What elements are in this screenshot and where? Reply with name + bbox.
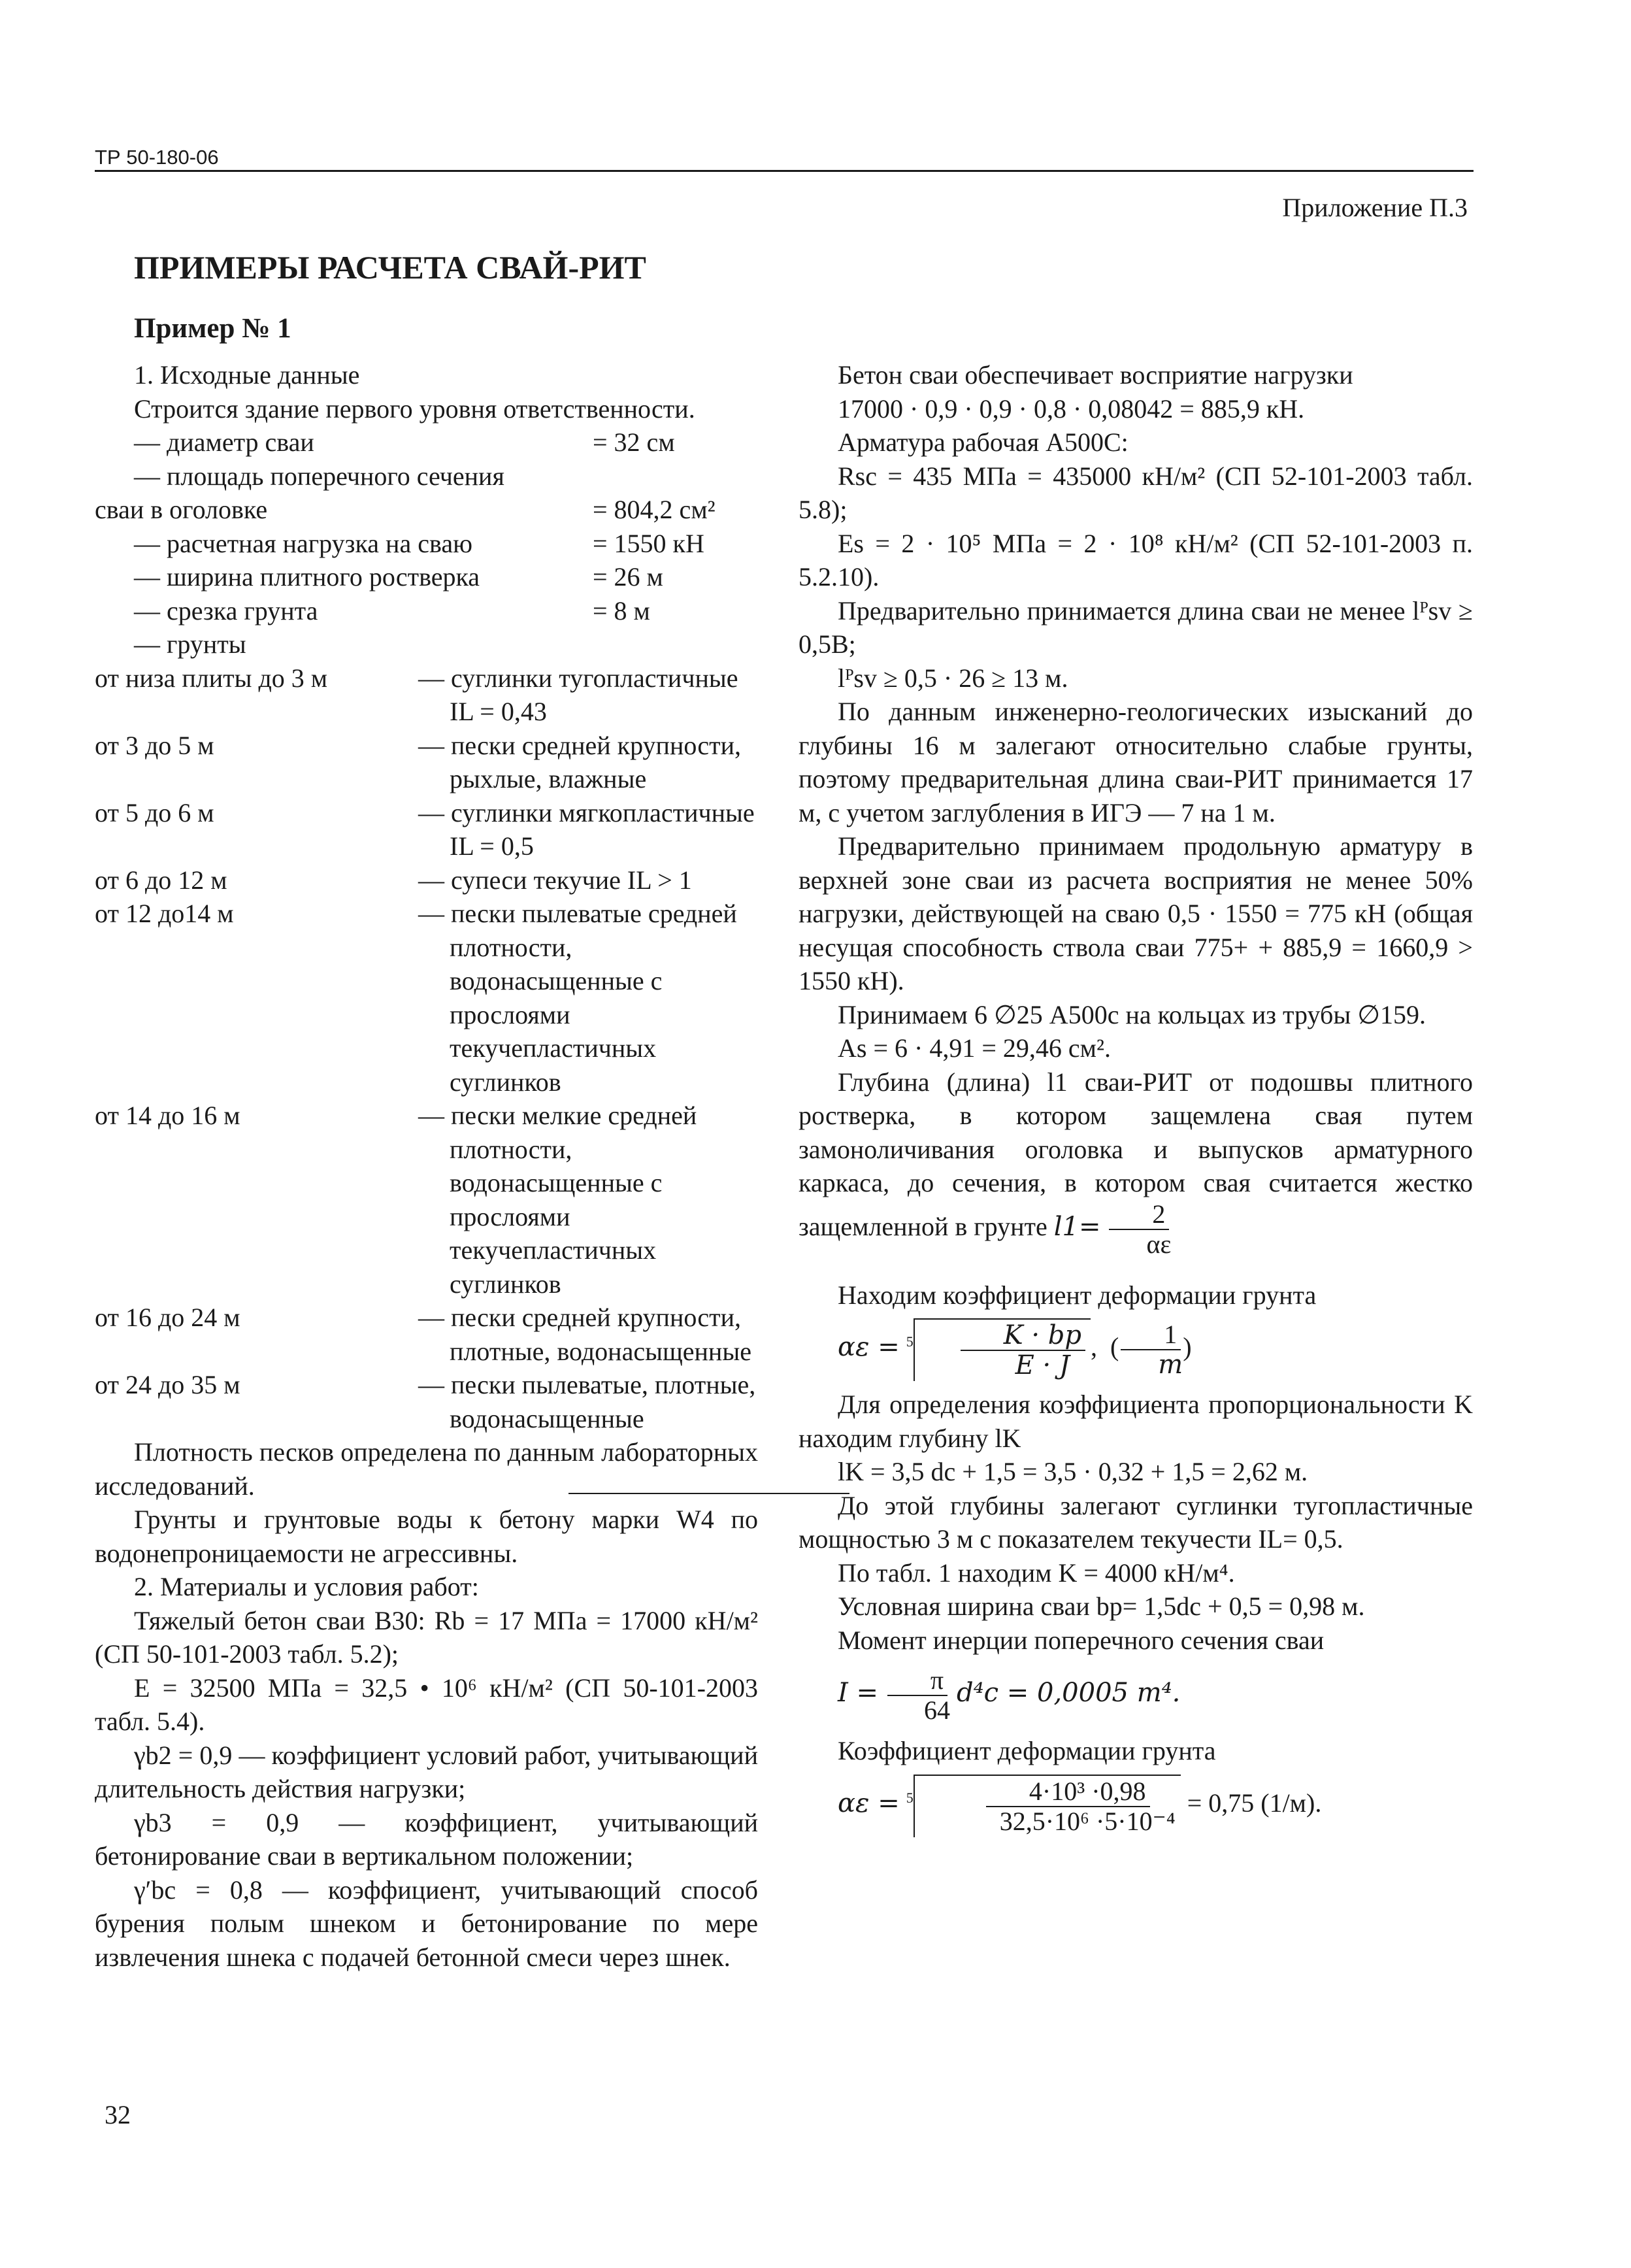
paragraph-reinforcement: Предварительно принимаем продольную арматуру в верхней зоне сваи из расчета восприятия не менее 50% нагрузки, действующей на сваю 0,5 · 1550 = 775 кН (общая несущая способность ствола сваи 775+ + 885,9 = 1660,9 > 1550 кН). — [799, 831, 1473, 995]
paragraph-loam: До этой глубины залегают суглинки тугопластичные мощностью 3 м с показателем текучести IL= 0,5. — [799, 1490, 1473, 1554]
paragraph-soil-coef: Коэффициент деформации грунта — [838, 1736, 1216, 1765]
soil-row: от 24 до 35 м — пески пылеватые, плотные, водонасыщенные — [95, 1370, 756, 1433]
page-title: ПРИМЕРЫ РАСЧЕТА СВАЙ-РИТ — [134, 249, 646, 286]
section-heading-initial-data: 1. Исходные данные — [134, 360, 360, 390]
paragraph-groundwater: Грунты и грунтовые воды к бетону марки W4 по водонепроницаемости не агрессивны. — [95, 1505, 758, 1568]
paragraph-modulus: E = 32500 МПа = 32,5 • 10⁶ кН/м² (СП 50-101-2003 табл. 5.4). — [95, 1673, 758, 1736]
right-column — [799, 358, 1473, 1844]
soil-row: от 14 до 16 м — пески мелкие средней плотности, водонасыщенные с прослоями текучепластичных суглинков — [95, 1101, 697, 1299]
equation-as: As = 6 · 4,91 = 29,46 см². — [838, 1033, 1111, 1063]
paragraph-rebar: Арматура рабочая А500С: — [838, 427, 1129, 457]
formula-alpha-value: αε = $^5$ $\frac{\text{4·10³ ·0,98}}{\text{32,5·10⁶ ·5·10⁻⁴}}$ = 0,75 (1/м). — [799, 1768, 1473, 1844]
parameters-list — [95, 425, 758, 661]
paragraph-pile-length: Предварительно принимается длина сваи не менее lᴾsv ≥ 0,5B; — [799, 595, 1473, 659]
section-heading-materials: 2. Материалы и условия работ: — [134, 1572, 479, 1601]
example-heading: Пример № 1 — [134, 313, 291, 344]
paragraph-rsc: Rsc = 435 МПа = 435000 кН/м² (СП 52-101-2003 табл. 5.8); — [799, 461, 1473, 524]
soil-row: от низа плиты до 3 м — суглинки тугопластичные IL = 0,43 — [95, 663, 738, 726]
page-number: 32 — [105, 2100, 131, 2129]
paragraph-accept-bars: Принимаем 6 ∅25 А500с на кольцах из трубы ∅159. — [838, 999, 1426, 1029]
soil-row: от 3 до 5 м — пески средней крупности, рыхлые, влажные — [95, 730, 742, 793]
param-row: — срезка грунта = 8 м — [134, 595, 650, 625]
param-row: — площадь поперечного сечения — [134, 461, 504, 491]
soil-row: от 16 до 24 м — пески средней крупности, плотные, водонасыщенные — [95, 1303, 751, 1366]
param-row: — диаметр сваи = 32 см — [134, 427, 675, 457]
param-row: — расчетная нагрузка на сваю = 1550 кН — [134, 528, 704, 558]
paragraph-gamma-b3: γb3 = 0,9 — коэффициент, учитывающий бетонирование сваи в вертикальном положении; — [95, 1807, 758, 1871]
paragraph-load-capacity: Бетон сваи обеспечивает восприятие нагрузки — [838, 360, 1353, 390]
paragraph-k-value: По табл. 1 находим K = 4000 кН/м⁴. — [838, 1558, 1235, 1588]
paragraph-deformation-coef: Находим коэффициент деформации грунта — [838, 1280, 1317, 1310]
soil-row: от 6 до 12 м — супеси текучие IL > 1 — [95, 865, 692, 895]
root-sign: $\frac{\text{4·10³ ·0,98}}{\text{32,5·10⁶ ·5·10⁻⁴}}$ — [914, 1775, 1181, 1837]
running-header — [95, 145, 1474, 172]
equation-pile-length: lᴾsv ≥ 0,5 · 26 ≥ 13 м. — [838, 663, 1068, 693]
soil-row: от 5 до 6 м — суглинки мягкопластичные IL = 0,5 — [95, 797, 755, 861]
root-sign: $\frac{K \cdot bp}{E \cdot J}$ — [914, 1318, 1091, 1381]
soil-layers-list — [95, 661, 758, 1436]
paragraph-sand-density: Плотность песков определена по данным лабораторных исследований. — [95, 1437, 758, 1501]
paragraph-survey: По данным инженерно-геологических изысканий до глубины 16 м залегают относительно слабые грунты, поэтому предварительная длина сваи-РИТ принимается 17 м, с учетом заглубления в ИГЭ — 7 на 1 м. — [799, 697, 1473, 827]
paragraph-proportionality: Для определения коэффициента пропорциональности K находим глубину lK — [799, 1390, 1473, 1453]
param-row: — ширина плитного ростверка = 26 м — [134, 562, 663, 592]
connector-line — [568, 1493, 849, 1494]
equation-lk: lK = 3,5 dc + 1,5 = 3,5 · 0,32 + 1,5 = 2,62 м. — [838, 1457, 1308, 1486]
paragraph-es: Es = 2 · 10⁵ МПа = 2 · 10⁸ кН/м² (СП 52-101-2003 п. 5.2.10). — [799, 528, 1473, 592]
paragraph-concrete: Тяжелый бетон сваи В30: Rb = 17 МПа = 17000 кН/м² (СП 50-101-2003 табл. 5.2); — [95, 1605, 758, 1669]
left-column — [95, 358, 758, 1974]
formula-alpha: αε = $^5$ $\frac{K \cdot bp}{E \cdot J}$ , ( $\frac{1}{m}$ ) — [838, 1320, 1192, 1380]
appendix-label: Приложение П.3 — [1282, 193, 1468, 222]
paragraph-building: Строится здание первого уровня ответственности. — [134, 393, 695, 424]
formula-inertia: I = $\frac{\pi}{64}$ d⁴c = 0,0005 m⁴. — [838, 1665, 1181, 1725]
doc-code: ТР 50-180-06 — [95, 146, 219, 169]
fraction-l1: $\frac{2}{\alpha\varepsilon}$ — [1108, 1200, 1172, 1259]
paragraph-gamma-b2: γb2 = 0,9 — коэффициент условий работ, учитывающий длительность действия нагрузки; — [95, 1740, 758, 1803]
paragraph-depth: Глубина (длина) l1 сваи-РИТ от подошвы плитного ростверка, в котором защемлена свая путем замоноличивания оголовка и выпусков арматурного каркаса, до сечения, в котором свая считается жестко защемленной в грунте l1= $\frac{2}{\alpha\varepsilon}$ — [799, 1067, 1473, 1259]
equation-load: 17000 · 0,9 · 0,9 · 0,8 · 0,08042 = 885,9 кН. — [838, 393, 1305, 424]
paragraph-bp: Условная ширина сваи bp= 1,5dc + 0,5 = 0,98 м. — [838, 1592, 1365, 1621]
param-row: сваи в оголовке = 804,2 см² — [95, 495, 716, 524]
soil-row: от 12 до14 м — пески пылеватые средней плотности, водонасыщенные с прослоями текучепластичных суглинков — [95, 899, 737, 1097]
paragraph-gamma-bc: γ′bc = 0,8 — коэффициент, учитывающий способ бурения полым шнеком и бетонирование по мере извлечения шнека с подачей бетонной смеси через шнек. — [95, 1875, 758, 1972]
param-row: — грунты — [134, 629, 246, 659]
paragraph-inertia: Момент инерции поперечного сечения сваи — [838, 1625, 1325, 1655]
